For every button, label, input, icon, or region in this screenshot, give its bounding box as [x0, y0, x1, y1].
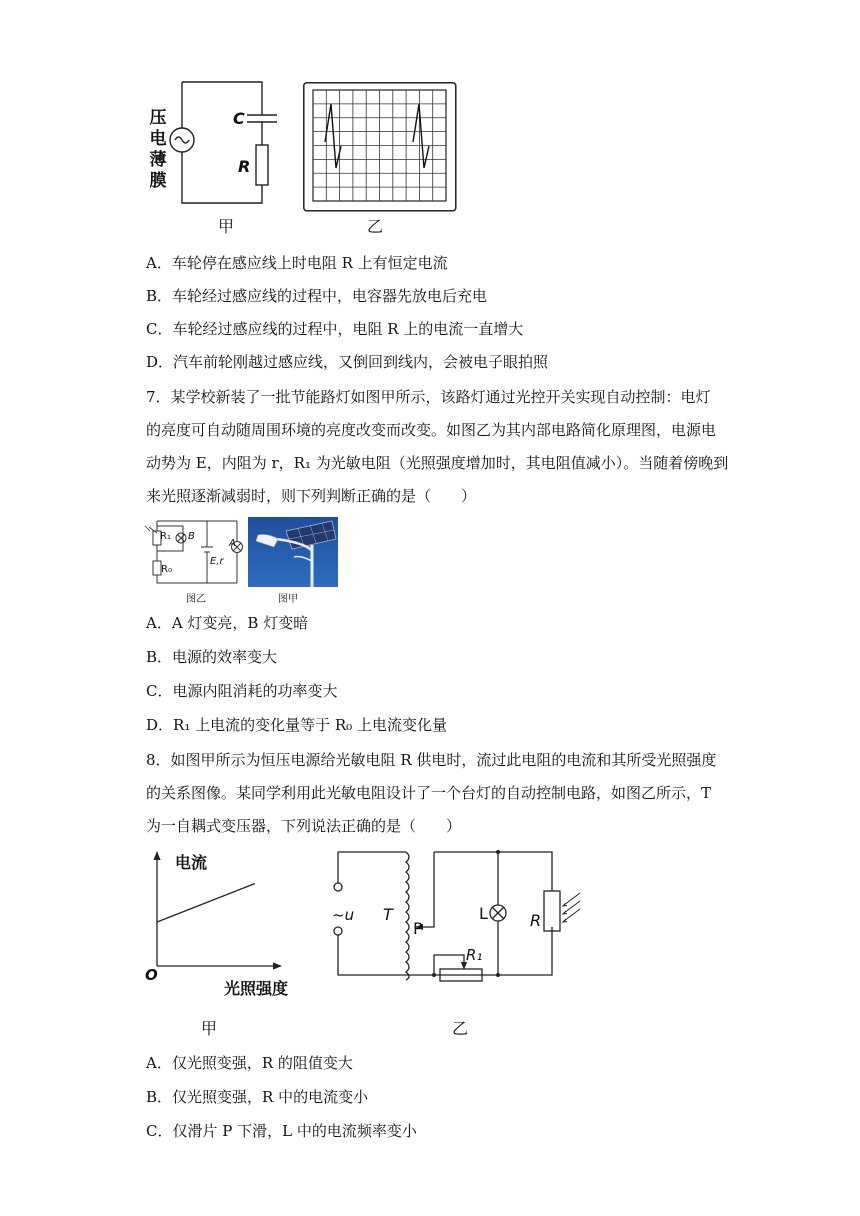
- q7-a-label: A: [229, 538, 236, 549]
- piezo-circuit-diagram: [160, 75, 280, 215]
- q7-caption-right: 图甲: [278, 594, 298, 605]
- q7-stem-line: 来光照逐渐减弱时，则下列判断正确的是（ ）: [146, 487, 477, 505]
- q7-er-label: E,r: [210, 556, 224, 567]
- source-label-char: 薄: [149, 150, 167, 170]
- q7-b-label: B: [188, 531, 195, 542]
- transformer-t-label: T: [383, 905, 393, 924]
- q7-stem-line: 动势为 E，内阻为 r，R₁ 为光敏电阻（光照强度增加时，其电阻值减小）。当随着傍晚到: [146, 454, 729, 472]
- q7-circuit-diagram: [145, 517, 245, 587]
- q7-option-b: B．电源的效率变大: [146, 648, 278, 666]
- graph-series-line: [157, 884, 255, 923]
- graph-y-label: 电流: [175, 853, 208, 872]
- resistor-label: R: [238, 157, 251, 176]
- lamp-l-label: L: [479, 904, 488, 923]
- street-lamp-photo: [248, 517, 338, 587]
- resistor-r-label: R: [530, 911, 542, 930]
- q7-option-d: D．R₁ 上电流的变化量等于 R₀ 上电流变化量: [146, 716, 447, 734]
- figure-1-caption-left: 甲: [218, 217, 235, 236]
- q7-stem: [146, 381, 746, 513]
- q7-option-c: C．电源内阻消耗的功率变大: [146, 682, 338, 700]
- graph-x-label: 光照强度: [224, 979, 289, 998]
- q6-option-b: B．车轮经过感应线的过程中，电容器先放电后充电: [146, 287, 488, 305]
- q6-option-d: D．汽车前轮刚越过感应线，又倒回到线内，会被电子眼拍照: [146, 353, 549, 371]
- oscilloscope-screen: [303, 82, 457, 212]
- q8-option-c: C．仅滑片 P 下滑，L 中的电流频率变小: [146, 1122, 417, 1140]
- resistor-r1-label: R₁: [466, 946, 483, 964]
- q8-stem: [146, 744, 746, 843]
- q7-stem-line: 7．某学校新装了一批节能路灯如图甲所示，该路灯通过光控开关实现自动控制：电灯: [146, 388, 711, 406]
- q7-caption-left: 图乙: [186, 594, 206, 605]
- graph-caption: 甲: [201, 1019, 218, 1038]
- q6-option-c: C．车轮经过感应线的过程中，电阻 R 上的电流一直增大: [146, 320, 524, 338]
- source-u-label: ~u: [332, 906, 355, 924]
- source-label-char: 压: [149, 108, 167, 128]
- q8-stem-line: 8．如图甲所示为恒压电源给光敏电阻 R 供电时，流过此电阻的电流和其所受光照强度: [146, 751, 717, 769]
- slider-p-label: P: [413, 919, 423, 938]
- capacitor-label: C: [233, 109, 245, 128]
- circuit-caption: 乙: [452, 1019, 469, 1038]
- source-label-char: 膜: [149, 171, 167, 191]
- q7-stem-line: 的亮度可自动随周围环境的亮度改变而改变。如图乙为其内部电路简化原理图，电源电: [146, 421, 717, 439]
- graph-origin-label: O: [145, 966, 158, 984]
- figure-1-caption-right: 乙: [367, 217, 384, 236]
- q8-option-a: A．仅光照变强，R 的阻值变大: [146, 1054, 353, 1072]
- source-label-char: 电: [149, 129, 167, 149]
- q6-option-a: A．车轮停在感应线上时电阻 R 上有恒定电流: [146, 254, 448, 272]
- q8-option-b: B．仅光照变强，R 中的电流变小: [146, 1088, 369, 1106]
- q8-stem-line: 为一自耦式变压器，下列说法正确的是（ ）: [146, 817, 462, 835]
- q7-r1-label: R₁: [160, 531, 171, 542]
- current-vs-light-graph: [145, 848, 295, 988]
- q8-stem-line: 的关系图像。某同学利用此光敏电阻设计了一个台灯的自动控制电路，如图乙所示，T: [146, 784, 712, 802]
- q7-option-a: A．A 灯变亮，B 灯变暗: [146, 614, 309, 632]
- q7-r0-label: R₀: [161, 564, 172, 575]
